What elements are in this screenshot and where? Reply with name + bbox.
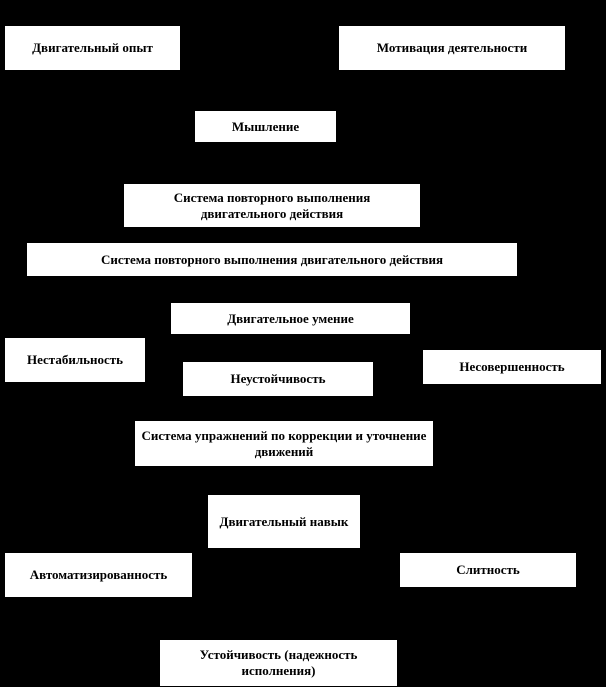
node-label: Система упражнений по коррекции и уточнение движений	[141, 427, 427, 459]
node-label: Несовершенность	[459, 359, 565, 374]
node-correction-exercises	[134, 420, 434, 467]
node-stability	[159, 639, 398, 687]
node-label: Нестабильность	[26, 352, 124, 367]
node-repeat-system-1	[123, 183, 421, 228]
node-unsteadiness	[182, 361, 374, 397]
node-imperfection	[422, 349, 602, 385]
node-automatization	[4, 552, 193, 598]
node-label: Система повторного выполнения двигательного действия	[173, 189, 371, 221]
node-label: Система повторного выполнения двигательного действия	[100, 251, 444, 267]
node-label: Слитность	[456, 562, 520, 577]
node-label: Мотивация деятельности	[376, 40, 528, 55]
node-motor-habit	[207, 494, 361, 549]
node-label: Автоматизированность	[29, 567, 168, 582]
node-label: Двигательное умение	[227, 310, 354, 326]
node-repeat-system-2	[26, 242, 518, 277]
node-instability	[4, 337, 146, 383]
node-motor-experience	[4, 25, 181, 71]
node-label: Двигательный опыт	[32, 40, 153, 55]
node-motor-skill-ability	[170, 302, 411, 335]
node-thinking	[194, 110, 337, 143]
node-label: Двигательный навык	[219, 513, 349, 529]
node-label: Неустойчивость	[230, 371, 326, 386]
node-activity-motivation	[338, 25, 566, 71]
node-fusion	[399, 552, 577, 588]
node-label: Мышление	[231, 118, 300, 134]
node-label: Устойчивость (надежность исполнения)	[199, 647, 358, 678]
